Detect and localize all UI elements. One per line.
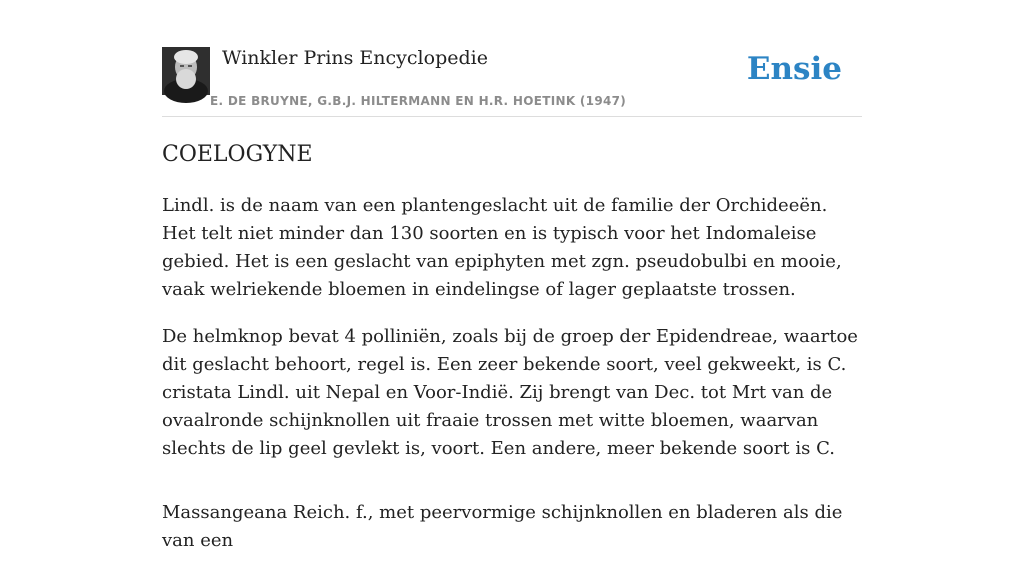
- author-portrait-icon[interactable]: [162, 47, 210, 95]
- article-paragraph: Lindl. is de naam van een plantengeslacht uit de familie der Orchideeën. Het telt niet minder dan 130 soorten en is typisch voor het Indomaleise gebied. Het is een geslacht van epiphyten met zgn. pseudobulbi en mooie, vaak welriekende bloemen in eindelingse of lager geplaatste trossen.: [162, 195, 842, 300]
- ensie-logo-link[interactable]: Ensie: [746, 51, 842, 87]
- page: [162, 0, 862, 551]
- header: [162, 0, 862, 117]
- article-title: COELOGYNE: [162, 142, 313, 167]
- article-paragraph: De helmknop bevat 4 polliniën, zoals bij de groep der Epidendreae, waartoe dit geslacht behoort, regel is. Een zeer bekende soort, veel gekweekt, is C. cristata Lindl. uit Nepal en Voor-Indië. Zij brengt van Dec. tot Mrt van de ovaalronde schijnknollen uit fraaie trossen met witte bloemen, waarvan slechts de lip geel gevlekt is, voort. Een andere, meer bekende soort is C.: [162, 326, 858, 459]
- article-paragraph: Massangeana Reich. f., met peervormige schijnknollen en bladeren als die van een: [162, 502, 843, 551]
- publication-title[interactable]: Winkler Prins Encyclopedie: [222, 47, 488, 69]
- portrait-graphic: [162, 47, 210, 95]
- publication-authors: E. DE BRUYNE, G.B.J. HILTERMANN EN H.R. HOETINK (1947): [210, 94, 627, 108]
- article-body: [162, 192, 862, 574]
